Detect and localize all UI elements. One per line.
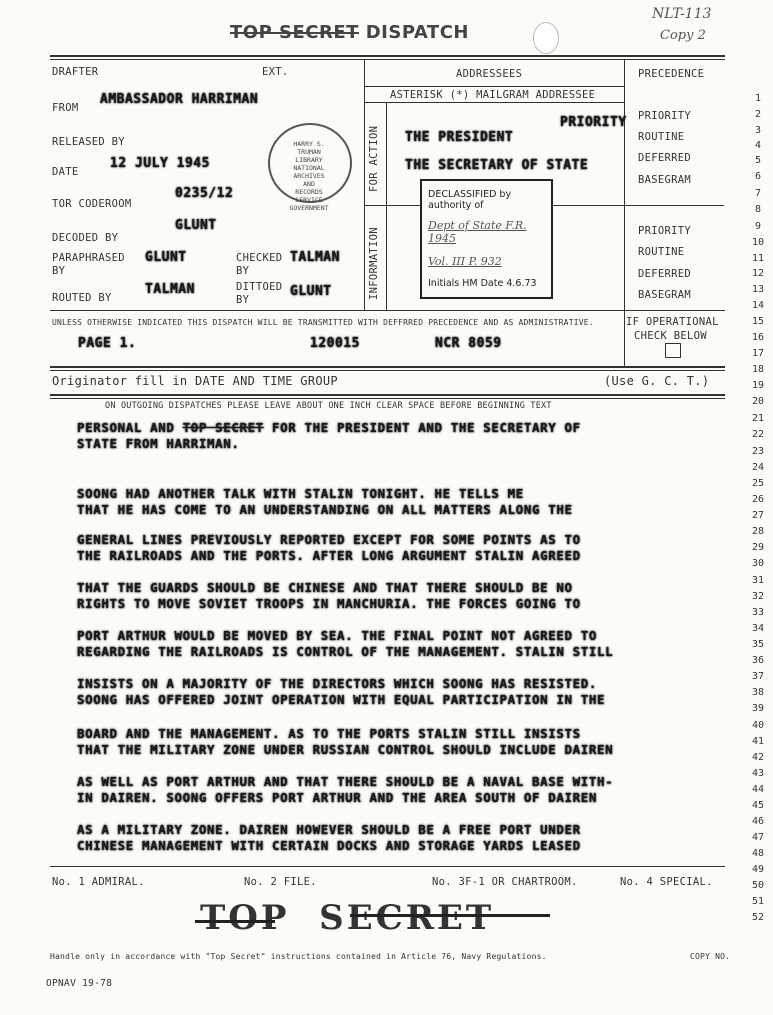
line-number: 10 — [751, 237, 765, 248]
ext-label: EXT. — [262, 66, 289, 78]
line-number: 52 — [751, 912, 765, 923]
rule — [50, 55, 725, 57]
line-number: 2 — [754, 109, 762, 120]
line-number: 13 — [751, 284, 765, 295]
originator-label: Originator fill in DATE AND TIME GROUP — [52, 374, 338, 388]
drafter-label: DRAFTER — [52, 66, 99, 78]
line-number: 1 — [754, 93, 762, 104]
message-text: PERSONAL AND — [77, 420, 183, 435]
decoded-value: GLUNT — [175, 218, 217, 233]
line-number: 38 — [751, 687, 765, 698]
message-line-12: SOONG HAS OFFERED JOINT OPERATION WITH EQUAL PARTICIPATION IN THE — [77, 692, 606, 707]
info-precedence-basegram: BASEGRAM — [638, 289, 691, 301]
struck-classification: TOP SECRET — [182, 420, 264, 435]
for-action-label: FOR ACTION — [368, 125, 380, 192]
message-line-8: RIGHTS TO MOVE SOVIET TROOPS IN MANCHURIA. THE FORCES GOING TO — [77, 596, 581, 611]
line-number: 24 — [751, 462, 765, 473]
addressees-label: ADDRESSEES — [456, 68, 523, 80]
message-line-5: GENERAL LINES PREVIOUSLY REPORTED EXCEPT FOR SOME POINTS AS TO — [77, 532, 581, 547]
rule — [364, 86, 624, 87]
line-number: 4 — [754, 140, 762, 151]
line-number: 14 — [751, 300, 765, 311]
line-number: 49 — [751, 864, 765, 875]
library-stamp-text: HARRY S. TRUMAN LIBRARY NATIONAL ARCHIVES AND RECORDS SERVICE GOVERNMENT — [289, 140, 329, 212]
title-text: DISPATCH — [365, 22, 469, 43]
strike-line — [350, 914, 550, 917]
line-number: 20 — [751, 396, 765, 407]
message-line-6: THE RAILROADS AND THE PORTS. AFTER LONG ARGUMENT STALIN AGREED — [77, 548, 581, 563]
message-line-18: CHINESE MANAGEMENT WITH CERTAIN DOCKS AND STORAGE YARDS LEASED — [77, 838, 581, 853]
distribution-file: No. 2 FILE. — [244, 876, 317, 888]
operational-label-2: CHECK BELOW — [634, 330, 707, 342]
message-line-11: INSISTS ON A MAJORITY OF THE DIRECTORS WHICH SOONG HAS RESISTED. — [77, 676, 598, 691]
date-label: DATE — [52, 166, 79, 178]
message-line-3: SOONG HAD ANOTHER TALK WITH STALIN TONIGHT. HE TELLS ME — [77, 486, 524, 501]
rule — [50, 366, 725, 368]
action-addressee-2: THE SECRETARY OF STATE — [405, 158, 589, 173]
rule — [50, 394, 725, 396]
line-number: 43 — [751, 768, 765, 779]
line-number: 12 — [751, 268, 765, 279]
top-secret-text: TOP SECRET — [200, 898, 495, 938]
strike-line — [195, 920, 275, 923]
line-number: 5 — [754, 155, 762, 166]
message-line-13: BOARD AND THE MANAGEMENT. AS TO THE PORTS STALIN STILL INSISTS — [77, 726, 581, 741]
dittoed-value: GLUNT — [290, 284, 332, 299]
tor-label: TOR CODEROOM — [52, 198, 132, 210]
operational-checkbox — [665, 343, 681, 358]
line-number: 25 — [751, 478, 765, 489]
typed-priority: PRIORITY — [560, 115, 627, 130]
routed-value: TALMAN — [145, 282, 195, 297]
message-line-10: REGARDING THE RAILROADS IS CONTROL OF THE MANAGEMENT. STALIN STILL — [77, 644, 614, 659]
line-number: 3 — [754, 125, 762, 136]
message-line-2: STATE FROM HARRIMAN. — [77, 436, 240, 451]
message-line-7: THAT THE GUARDS SHOULD BE CHINESE AND THAT THERE SHOULD BE NO — [77, 580, 573, 595]
line-number: 48 — [751, 848, 765, 859]
rule — [624, 310, 625, 366]
message-line-16: IN DAIREN. SOONG OFFERS PORT ARTHUR AND THE AREA SOUTH OF DAIREN — [77, 790, 598, 805]
distribution-admiral: No. 1 ADMIRAL. — [52, 876, 145, 888]
rule — [364, 102, 624, 103]
line-number: 15 — [751, 316, 765, 327]
message-line-14: THAT THE MILITARY ZONE UNDER RUSSIAN CONTROL SHOULD INCLUDE DAIREN — [77, 742, 614, 757]
line-number: 6 — [754, 171, 762, 182]
message-text: FOR THE PRESIDENT AND THE SECRETARY OF — [263, 420, 581, 435]
copy-number-label: COPY NO. — [690, 952, 731, 961]
info-precedence-priority: PRIORITY — [638, 225, 691, 237]
precedence-basegram: BASEGRAM — [638, 174, 691, 186]
distribution-special: No. 4 SPECIAL. — [620, 876, 713, 888]
declassification-stamp — [420, 179, 553, 299]
paraphrased-label: PARAPHRASED BY — [52, 252, 125, 277]
from-label: FROM — [52, 102, 79, 114]
line-number: 31 — [751, 575, 765, 586]
page-value: PAGE 1. — [78, 336, 137, 351]
line-number: 29 — [751, 542, 765, 553]
from-value: AMBASSADOR HARRIMAN — [100, 92, 259, 107]
line-number: 34 — [751, 623, 765, 634]
precedence-routine: ROUTINE — [638, 131, 685, 143]
checked-value: TALMAN — [290, 250, 340, 265]
released-label: RELEASED BY — [52, 136, 125, 148]
message-line-15: AS WELL AS PORT ARTHUR AND THAT THERE SHOULD BE A NAVAL BASE WITH- — [77, 774, 614, 789]
declass-initials: Initials HM Date 4.6.73 — [428, 278, 537, 289]
info-precedence-routine: ROUTINE — [638, 246, 685, 258]
top-secret-stamp — [200, 898, 494, 938]
line-number: 27 — [751, 510, 765, 521]
declass-title: DECLASSIFIED by authority of — [428, 189, 512, 211]
message-line-17: AS A MILITARY ZONE. DAIREN HOWEVER SHOULD BE A FREE PORT UNDER — [77, 822, 581, 837]
line-number: 51 — [751, 896, 765, 907]
line-number: 11 — [751, 253, 765, 264]
struck-classification: TOP SECRET — [230, 22, 359, 43]
line-number: 42 — [751, 752, 765, 763]
line-number: 28 — [751, 526, 765, 537]
operational-label-1: IF OPERATIONAL — [626, 316, 719, 328]
line-number: 8 — [754, 204, 762, 215]
ncr-value: NCR 8059 — [435, 336, 502, 351]
checked-label: CHECKED BY — [236, 252, 283, 277]
date-value: 12 JULY 1945 — [110, 156, 210, 171]
precedence-deferred: DEFERRED — [638, 152, 691, 164]
handwritten-note-2: Copy 2 — [660, 28, 706, 43]
line-number: 17 — [751, 348, 765, 359]
clear-space-note: ON OUTGOING DISPATCHES PLEASE LEAVE ABOUT ONE INCH CLEAR SPACE BEFORE BEGINNING TEXT — [105, 401, 552, 411]
line-number: 33 — [751, 607, 765, 618]
line-number: 19 — [751, 380, 765, 391]
line-number: 30 — [751, 558, 765, 569]
line-number: 22 — [751, 429, 765, 440]
dispatch-title — [230, 22, 469, 43]
handwritten-note-1: NLT-113 — [652, 6, 712, 22]
line-number: 21 — [751, 413, 765, 424]
paraphrased-value: GLUNT — [145, 250, 187, 265]
rule — [50, 398, 725, 399]
line-number: 7 — [754, 188, 762, 199]
line-number: 16 — [751, 332, 765, 343]
gct-label: (Use G. C. T.) — [604, 374, 710, 388]
rule — [386, 102, 387, 310]
rule — [624, 59, 625, 310]
line-number: 39 — [751, 703, 765, 714]
mailgram-label: ASTERISK (*) MAILGRAM ADDRESSEE — [390, 89, 596, 101]
line-number: 44 — [751, 784, 765, 795]
precedence-label: PRECEDENCE — [638, 68, 705, 80]
handling-note: Handle only in accordance with "Top Secret" instructions contained in Article 76, Navy Regulations. — [50, 952, 547, 961]
dtg-value: 120015 — [310, 336, 360, 351]
precedence-priority: PRIORITY — [638, 110, 691, 122]
message-line-4: THAT HE HAS COME TO AN UNDERSTANDING ON ALL MATTERS ALONG THE — [77, 502, 573, 517]
transmission-notice: UNLESS OTHERWISE INDICATED THIS DISPATCH WILL BE TRANSMITTED WITH DEFFRRED PRECEDENCE AND AS ADMINISTRATIVE. — [52, 318, 594, 327]
line-number: 26 — [751, 494, 765, 505]
line-number: 37 — [751, 671, 765, 682]
message-line-9: PORT ARTHUR WOULD BE MOVED BY SEA. THE FINAL POINT NOT AGREED TO — [77, 628, 598, 643]
rule — [50, 866, 725, 867]
declass-line-2: Vol. III P. 932 — [428, 255, 502, 268]
line-number: 36 — [751, 655, 765, 666]
message-line-1 — [77, 420, 581, 435]
line-number: 23 — [751, 446, 765, 457]
line-number: 35 — [751, 639, 765, 650]
tor-value: 0235/12 — [175, 186, 234, 201]
routed-label: ROUTED BY — [52, 292, 112, 304]
line-number: 40 — [751, 720, 765, 731]
info-precedence-deferred: DEFERRED — [638, 268, 691, 280]
action-addressee-1: THE PRESIDENT — [405, 130, 514, 145]
line-number: 50 — [751, 880, 765, 891]
distribution-chartroom: No. 3F-1 OR CHARTROOM. — [432, 876, 578, 888]
dittoed-label: DITTOED BY — [236, 281, 283, 306]
rule — [50, 370, 725, 371]
declass-line-1: Dept of State F.R. 1945 — [428, 219, 527, 245]
line-number: 41 — [751, 736, 765, 747]
line-number: 46 — [751, 816, 765, 827]
decoded-label: DECODED BY — [52, 232, 119, 244]
line-number: 32 — [751, 591, 765, 602]
information-label: INFORMATION — [368, 227, 380, 300]
form-number: OPNAV 19-78 — [46, 978, 113, 989]
line-number: 18 — [751, 364, 765, 375]
rule — [364, 59, 365, 310]
line-number: 45 — [751, 800, 765, 811]
line-number: 47 — [751, 832, 765, 843]
line-number: 9 — [754, 221, 762, 232]
punch-hole — [533, 22, 559, 54]
